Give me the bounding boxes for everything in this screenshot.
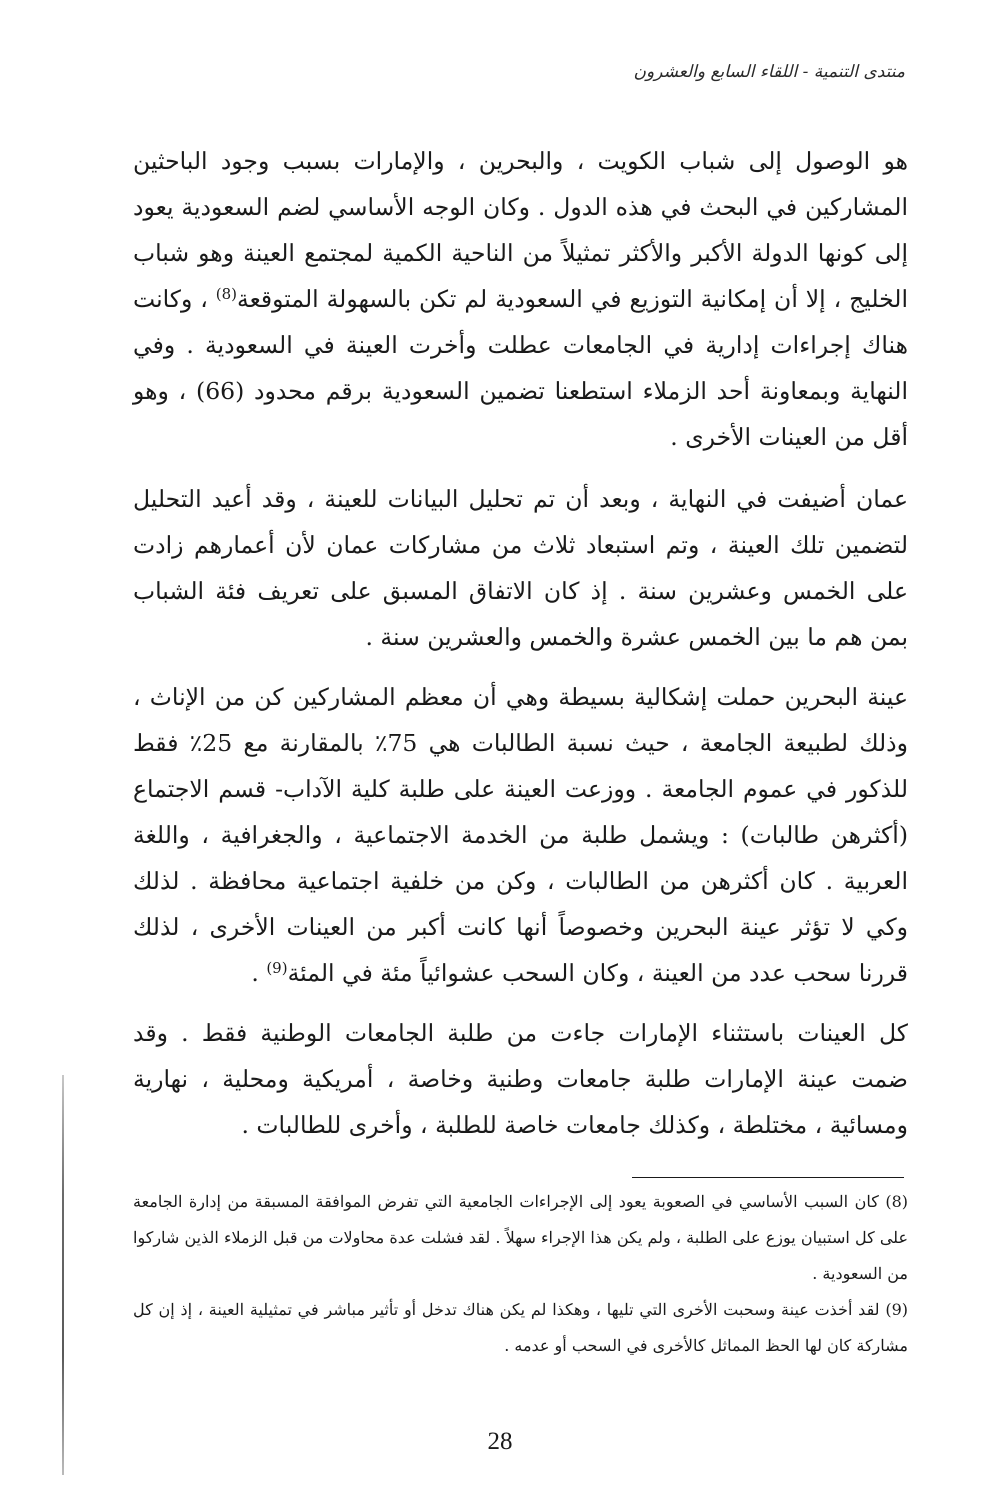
body-text — [133, 138, 908, 1148]
page-number: 28 — [487, 1428, 513, 1455]
footnote-ref-9[interactable]: (9) — [266, 959, 288, 977]
footnote-separator — [632, 1177, 904, 1178]
footnotes — [133, 1184, 908, 1364]
binding-edge-shadow — [62, 1075, 64, 1475]
paragraph-3-text: عينة البحرين حملت إشكالية بسيطة وهي أن معظم المشاركين كن من الإناث ، وذلك لطبيعة الجامعة ، حيث نسبة الطالبات هي 75٪ بالمقارنة مع 25٪ فقط للذكور في عموم الجامعة . ووزعت العينة على طلبة كلية الآداب- قسم الاجتماع (أكثرهن طالبات) : ويشمل طلبة من الخدمة الاجتماعية ، والجغرافية ، واللغة العربية . كان أكثرهن من الطالبات ، وكن من خلفية اجتماعية محافظة . لذلك وكي لا تؤثر عينة البحرين وخصوصاً أنها كانت أكبر من العينات الأخرى ، لذلك قررنا سحب عدد من العينة ، وكان السحب عشوائياً مئة في المئة — [133, 683, 908, 987]
footnote-9: (9) لقد أخذت عينة وسحبت الأخرى التي تليها ، وهكذا لم يكن هناك تدخل أو تأثير مباشر في تمثيلية العينة ، إذ إن كل مشاركة كان لها الحظ المماثل كالأخرى في السحب أو عدمه . — [133, 1300, 908, 1355]
running-header: منتدى التنمية - اللقاء السابع والعشرون — [633, 62, 905, 82]
paragraph-3-text-continued: . — [251, 959, 267, 987]
paragraph-1-text-continued: ، وكانت هناك إجراءات إدارية في الجامعات عطلت وأخرت العينة في السعودية . وفي النهاية وبمعاونة أحد الزملاء استطعنا تضمين السعودية برقم محدود (66) ، وهو أقل من العينات الأخرى . — [133, 285, 908, 451]
footnote-ref-8[interactable]: (8) — [215, 285, 237, 303]
paragraph-2: عمان أضيفت في النهاية ، وبعد أن تم تحليل البيانات للعينة ، وقد أعيد التحليل لتضمين تلك العينة ، وتم استبعاد ثلاث من مشاركات عمان لأن أعمارهم زادت على الخمس وعشرين سنة . إذ كان الاتفاق المسبق على تعريف فئة الشباب بمن هم ما بين الخمس عشرة والخمس والعشرين سنة . — [133, 485, 908, 651]
footnote-8: (8) كان السبب الأساسي في الصعوبة يعود إلى الإجراءات الجامعية التي تفرض الموافقة المسبقة من إدارة الجامعة على كل استبيان يوزع على الطلبة ، ولم يكن هذا الإجراء سهلاً . لقد فشلت عدة محاولات من قبل الزملاء الذين شاركوا من السعودية . — [133, 1192, 908, 1283]
paragraph-1 — [133, 138, 908, 460]
paragraph-3 — [133, 674, 908, 996]
paragraph-4: كل العينات باستثناء الإمارات جاءت من طلبة الجامعات الوطنية فقط . وقد ضمت عينة الإمارات طلبة جامعات وطنية وخاصة ، أمريكية ومحلية ، نهارية ومسائية ، مختلطة ، وكذلك جامعات خاصة للطلبة ، وأخرى للطالبات . — [133, 1019, 908, 1139]
paragraph-1-text: هو الوصول إلى شباب الكويت ، والبحرين ، والإمارات بسبب وجود الباحثين المشاركين في البحث في هذه الدول . وكان الوجه الأساسي لضم السعودية يعود إلى كونها الدولة الأكبر والأكثر تمثيلاً من الناحية الكمية لمجتمع العينة وهو شباب الخليج ، إلا أن إمكانية التوزيع في السعودية لم تكن بالسهولة المتوقعة — [133, 147, 908, 313]
